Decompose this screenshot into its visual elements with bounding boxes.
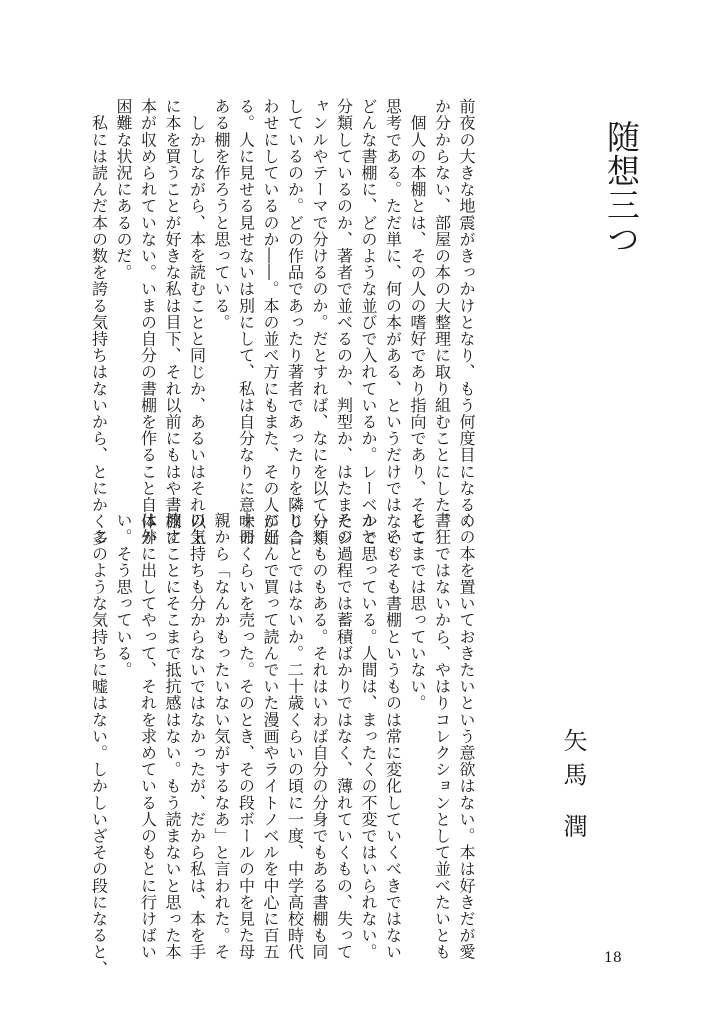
text-line: しているのか。どの作品であったり著者であったりを隣り合 [285, 98, 305, 547]
text-line: 思考である。ただ単に、何の本がある、というだけではない。 [383, 98, 403, 563]
text-line: 親から「なんかもったいない気がするなあ」と言われた。そ [212, 512, 231, 961]
text-line: に好んで買って読んでいた漫画やライトノベルを中心に百五 [261, 512, 280, 961]
text-line: の気持ちも分からないではなかったが、だから私は、本を手 [187, 512, 207, 961]
text-line: に本を買うことが好きな私は目下、それ以前にもはや書棚に [163, 98, 182, 547]
text-line: ある棚を作ろうと思っている。 [212, 98, 231, 331]
author-name: 矢馬 潤 [559, 728, 587, 848]
text-line: かと思っている。人間は、まったくの不変ではいられない。 [359, 512, 378, 961]
text-line: その過程では蓄積ばかりではなく、薄れていくもの、失って [334, 512, 354, 961]
text-line: このような気持ちに嘘はない。しかしいざその段になると、 [89, 512, 109, 977]
text-line: わせにしているのか――。本の並べ方にもまた、その人が出 [261, 98, 280, 547]
text-line: いくものもある。それはいわば自分の分身でもある書棚も同 [310, 512, 329, 961]
text-line: どんな書棚に、どのような並びで入れているか。レーベルで [359, 98, 378, 547]
text-line: 十冊くらいを売った。そのとき、その段ボールの中を見た母 [236, 512, 256, 961]
text-line: 個人の本棚とは、その人の嗜好であり指向であり、そして [408, 98, 427, 547]
text-line: しかしながら、本を読むことと同じか、あるいはそれ以上 [187, 98, 207, 547]
text-line: くの本を置いておきたいという意欲はない。本は好きだが愛 [457, 512, 476, 961]
text-line: そこまでは思っていない。 [408, 512, 427, 712]
text-line: 書狂ではないから、やはりコレクションとして並べたいとも [432, 512, 452, 961]
text-line: る。人に見せる見せないは別にして、私は自分なりに意味の [236, 98, 256, 547]
text-line: 本が収められていない。いまの自分の書棚を作ること自体が [138, 98, 158, 547]
text-line: か分からない、部屋の本の大整理に取り組むことにした。 [432, 98, 452, 530]
text-line: 放すことにそこまで抵抗感はない。もう読まないと思った本 [163, 512, 182, 961]
text-line: 私には読んだ本の数を誇る気持ちはないから、とにかく多 [89, 98, 109, 547]
text-line: 困難な状況にあるのだ。 [114, 98, 133, 281]
text-line: そもそも書棚というものは常に変化していくべきではない [383, 512, 403, 961]
text-line: 前夜の大きな地震がきっかけとなり、もう何度目になるの [457, 98, 476, 530]
article-title: 随想三つ [602, 120, 641, 256]
text-line: 分類しているのか、著者で並べるのか、判型か、はたまたジ [334, 98, 354, 547]
text-line: ャンルやテーマで分けるのか。だとすれば、なにを以て分類 [310, 98, 329, 547]
text-line: は外に出してやって、それを求めている人のもとに行けばい [138, 512, 158, 961]
text-line: じことではないか。二十歳くらいの頃に一度、中学高校時代 [285, 512, 305, 961]
text-line: い。そう思っている。 [114, 512, 133, 678]
page-number: 18 [604, 950, 622, 966]
